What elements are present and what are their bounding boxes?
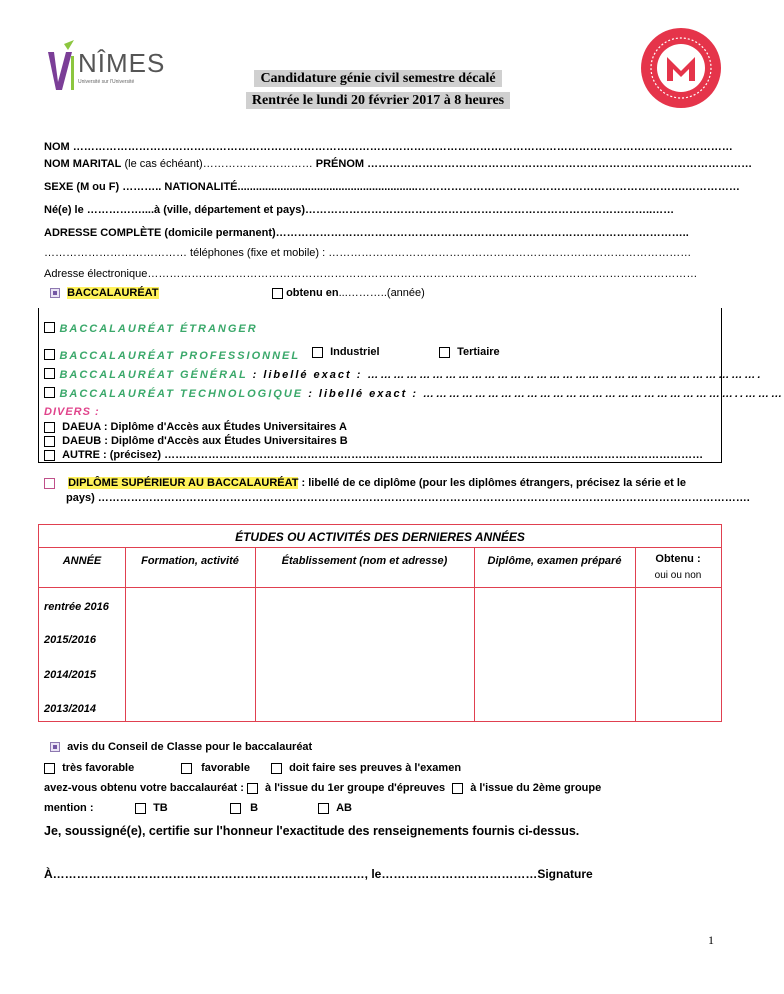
bac-techno-row [44,384,784,402]
tertiaire-option [439,346,500,358]
autre-checkbox[interactable] [44,450,55,461]
sexe-line [44,181,740,193]
title-line-2-wrap [228,91,528,109]
header-obtenu-sub: oui ou non [654,570,702,581]
header-diplome: Diplôme, examen préparé [487,555,622,567]
header-etablissement: Établissement (nom et adresse) [281,555,448,567]
daeua-label: DAEUA : Diplôme d'Accès aux Études Universitaires A [62,421,347,433]
bac-obtenu-row [272,287,425,299]
header-divider [39,587,721,588]
nom-marital-line [44,158,753,170]
groupe2-label: à l'issue du 2ème groupe [470,782,602,794]
etudes-table [38,524,722,722]
tres-favorable-checkbox[interactable] [44,763,55,774]
bac-obtenu-label: obtenu en [286,287,339,299]
bullet-icon [50,742,60,752]
title-line-2: Rentrée le lundi 20 février 2017 à 8 heures [246,92,510,109]
tres-favorable-option [44,762,134,774]
email-field[interactable]: Adresse électronique…………………………………………………………………………………………………………………………………… [44,268,698,280]
bac-general-libelle[interactable]: : libellé exact : ………………………………………………………………………………. [247,369,763,381]
bac-general-label: BACCALAURÉAT GÉNÉRAL [59,369,248,381]
avis-title: avis du Conseil de Classe pour le baccalauréat [67,741,313,753]
logo-name: NÎMES [78,48,166,78]
diplome-sup-checkbox[interactable] [44,478,55,489]
header-formation: Formation, activité [141,555,239,567]
year-row-label: rentrée 2016 [44,601,109,613]
col-divider [474,547,475,721]
lieu-date-field[interactable]: À……………………………………………………………………, le………………………………… [44,867,538,881]
title-line-1: Candidature génie civil semestre décalé [254,70,501,87]
bac-pro-checkbox[interactable] [44,349,55,360]
sexe-field[interactable]: SEXE (M ou F) ……….. [44,181,165,193]
ab-checkbox[interactable] [318,803,329,814]
bac-techno-label: BACCALAURÉAT TECHNOLOGIQUE [59,388,304,400]
signature-line [44,867,724,881]
b-option [230,802,258,814]
autre-field[interactable]: AUTRE : (précisez) ………………………………………………………………………………………………………………………………… [62,449,704,461]
col-divider [125,547,126,721]
doit-faire-label: doit faire ses preuves à l'examen [289,762,462,774]
bac-pro-row [44,346,300,364]
tb-option [135,802,168,814]
ab-option [318,802,352,814]
autre-row [44,449,714,461]
bullet-icon [50,288,60,298]
bac-annee-label: (année) [386,287,425,299]
tertiaire-checkbox[interactable] [439,347,450,358]
industriel-checkbox[interactable] [312,347,323,358]
header-obtenu: Obtenu : [655,553,701,565]
avez-vous-row [44,782,601,794]
montpellier-seal-icon [640,27,722,109]
b-label: B [250,802,259,814]
ab-label: AB [336,802,352,814]
daeub-checkbox[interactable] [44,436,55,447]
bac-techno-checkbox[interactable] [44,387,55,398]
nom-field[interactable]: NOM ……………………………………………………………………………………………………………………………………………………………… [44,141,733,153]
bac-etranger-row [44,319,258,337]
divers-heading [44,406,100,418]
col-divider [255,547,256,721]
industriel-option [312,346,380,358]
bac-obtenu-dots[interactable]: ...……….. [338,287,387,299]
bac-general-row [44,365,763,383]
header-annee: ANNÉE [62,555,102,567]
groupe2-checkbox[interactable] [452,783,463,794]
year-row-label: 2014/2015 [44,669,96,681]
year-row-label: 2013/2014 [44,703,96,715]
certification-text: Je, soussigné(e), certifie sur l'honneur l'exactitude des renseignements fournis ci-dessus. [44,824,580,838]
daeua-checkbox[interactable] [44,422,55,433]
groupe1-checkbox[interactable] [247,783,258,794]
telephones-field[interactable]: ………………………………… téléphones (fixe et mobile) : ……………………………………………………………………………………… [44,247,692,259]
bac-techno-libelle[interactable]: : libellé exact : ………………………………………………………………..……… [303,388,784,400]
favorable-checkbox[interactable] [181,763,192,774]
naissance-field[interactable]: Né(e) le ……………....à (ville, département et pays)…………………………………………………………………………………..…… [44,204,675,216]
groupe1-label: à l'issue du 1er groupe d'épreuves [265,782,446,794]
page-number: 1 [708,933,714,947]
tb-checkbox[interactable] [135,803,146,814]
tres-favorable-label: très favorable [62,762,135,774]
diplome-sup-row [44,477,724,489]
nom-marital-field[interactable]: (le cas échéant)………………………… [121,158,316,170]
bac-row [50,287,159,299]
nom-marital-label: NOM MARITAL [44,158,122,170]
year-row-label: 2015/2016 [44,634,96,646]
bac-obtenu-checkbox[interactable] [272,288,283,299]
favorable-label: favorable [201,762,250,774]
diplome-sup-pays-field[interactable]: pays) ……………………………………………………………………………………………………………………………………………………………. [66,492,750,504]
unimes-logo [44,38,166,98]
doit-faire-option [271,762,461,774]
doit-faire-checkbox[interactable] [271,763,282,774]
tertiaire-label: Tertiaire [457,346,500,358]
etudes-title: ÉTUDES OU ACTIVITÉS DES DERNIERES ANNÉES [235,530,525,544]
prenom-field[interactable]: PRÉNOM …………………………………………………………………………………………… [315,158,753,170]
mention-label: mention : [44,802,94,814]
favorable-option [181,762,250,774]
diplome-sup-text: : libellé de ce diplôme (pour les diplômes étrangers, précisez la série et le [298,477,687,489]
adresse-field[interactable]: ADRESSE COMPLÈTE (domicile permanent)………………………………………………………………………………………………….. [44,227,689,239]
b-checkbox[interactable] [230,803,241,814]
logo-subtitle: Université sur l'Université [78,79,135,85]
diplome-sup-label: DIPLÔME SUPÉRIEUR AU BACCALAURÉAT [68,477,299,489]
bac-etranger-label: BACCALAURÉAT ÉTRANGER [59,323,258,335]
etudes-title-divider [39,547,721,548]
bac-general-checkbox[interactable] [44,368,55,379]
bac-pro-label: BACCALAURÉAT PROFESSIONNEL [59,350,301,362]
bac-etranger-checkbox[interactable] [44,322,55,333]
divers-label: DIVERS : [44,406,100,418]
signature-label: Signature [537,867,593,881]
daeub-label: DAEUB : Diplôme d'Accès aux Études Universitaires B [62,435,348,447]
industriel-label: Industriel [330,346,380,358]
university-seal [640,27,722,109]
avez-vous-label: avez-vous obtenu votre baccalauréat : [44,782,244,794]
daeua-row [44,421,714,433]
daeub-row [44,435,714,447]
bac-label: BACCALAURÉAT [67,287,159,299]
document-title [228,69,528,87]
avis-heading [50,741,312,753]
tb-label: TB [153,802,168,814]
nationalite-field[interactable]: NATIONALITÉ...........................................................……………………………………………………………….…………… [164,181,740,193]
